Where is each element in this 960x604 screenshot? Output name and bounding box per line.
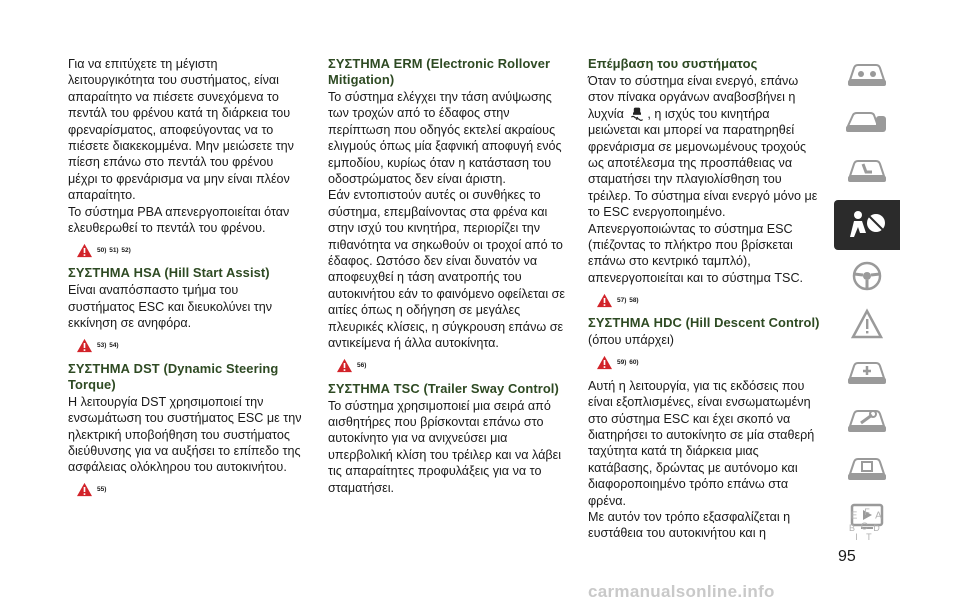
- column-1: [68, 56, 306, 505]
- sidebar-tab-maintenance[interactable]: [838, 398, 896, 442]
- heading-erm: ΣΥΣΤΗΜΑ ERM (Electronic Rollover Mitigation): [328, 56, 551, 87]
- paragraph-intervention-a: Όταν το σύστημα είναι ενεργό, επάνω στον πίνακα οργάνων αναβοσβήνει η λυχνία: [588, 74, 799, 121]
- heading-hdc: ΣΥΣΤΗΜΑ HDC (Hill Descent Control): [588, 315, 820, 331]
- esc-skid-warning-icon: [629, 106, 645, 122]
- heading-tsc: ΣΥΣΤΗΜΑ TSC (Trailer Sway Control): [328, 380, 559, 396]
- warning-triangle-icon: [336, 358, 353, 373]
- warning-triangle-icon: [76, 482, 93, 497]
- warning-triangle-icon: [76, 338, 93, 353]
- paragraph-intervention-b: , η ισχύς του κινητήρα μειώνεται και μπορεί να παρατηρηθεί φρενάρισμα σε μεμονωμένους τροχούς ως αποτέλεσμα της προσπάθειας να σταματήσει την πλαγιολίσθηση του τρέιλερ. Το σύστημα είναι ενεργό μόνο με το ESC ενεργοποιημένο.: [588, 106, 818, 220]
- sidebar-tab-keys[interactable]: [838, 100, 896, 144]
- sidebar-tab-emergency[interactable]: [838, 350, 896, 394]
- warning-triangle-icon: [596, 355, 613, 370]
- warning-ref-numbers: 57) 58): [617, 296, 639, 304]
- paragraph-erm-2: Εάν εντοπιστούν αυτές οι συνθήκες το σύστημα, επεμβαίνοντας στα φρένα και στην ισχύ του κινητήρα, περιορίζει την πιθανότητα να σηκωθούν οι τροχοί από το έδαφος. Ωστόσο δεν είναι δυνατόν να αποφευχθεί η τάση ανατροπής του αυτοκινήτου εάν το φαινόμενο οφείλεται σε αιτίες όπως η οδήγηση σε μεγάλες πλευρικές κλίσεις, η σύγκρουση επάνω σε αντικείμενα ή άλλα αυτοκίνητα.: [328, 188, 566, 351]
- car-service-icon: [844, 354, 890, 390]
- paragraph-erm-1: Το σύστημα ελέγχει την τάση ανύψωσης των τροχών από το έδαφος στην περίπτωση που οδηγός εκτελεί ακραίους ελιγμούς όπως μία ξαφνική αποφυγή ενός εμποδίου, κυρίως όταν η κατάσταση του οδοστρώματος δεν είναι άριστη.: [328, 90, 562, 187]
- warning-triangle-icon: [76, 243, 93, 258]
- warning-ref: [588, 291, 820, 309]
- warning-ref-numbers: 50) 51) 52): [97, 246, 131, 254]
- paragraph-hdc-availability: (όπου υπάρχει): [588, 333, 674, 348]
- svg-text:A: A: [875, 510, 882, 522]
- sidebar-tab-warning-lights[interactable]: [838, 302, 896, 346]
- warning-light-icon: [844, 306, 890, 342]
- index-letters-icon: [844, 506, 890, 542]
- sidebar-tab-index[interactable]: [838, 500, 896, 548]
- warning-ref: [588, 354, 820, 372]
- paragraph-hsa: Είναι αναπόσπαστο τμήμα του συστήματος ESC και διευκολύνει την εκκίνηση σε ανηφόρα.: [68, 283, 273, 331]
- warning-ref-numbers: 59) 60): [617, 359, 639, 367]
- heading-dst: ΣΥΣΤΗΜΑ DST (Dynamic Steering Torque): [68, 360, 279, 392]
- warning-ref: [68, 241, 306, 259]
- paragraph-hdc-1: Αυτή η λειτουργία, για τις εκδόσεις που είναι εξοπλισμένες, είναι ενσωματωμένη στο σύστημα ESC και έχει σκοπό να διατηρήσει το αυτοκίνητο σε μία σταθερή ταχύτητα κατά τη διάρκεια μιας κατάβασης, δρώντας με αυτόνομο και διαφοροποιημένο τρόπο επάνω στα φρένα.: [588, 378, 815, 508]
- svg-text:D: D: [873, 523, 880, 534]
- airbag-safety-icon: [844, 207, 890, 243]
- steering-wheel-icon: [844, 258, 890, 294]
- svg-text:E: E: [850, 510, 858, 522]
- svg-text:I: I: [855, 532, 858, 542]
- sidebar-tab-seats[interactable]: [838, 148, 896, 192]
- car-spec-icon: [844, 450, 890, 486]
- paragraph-pba-deactivate: Το σύστημα PBA απενεργοποιείται όταν ελευθερωθεί το πεντάλ του φρένου.: [68, 204, 290, 236]
- svg-text:C: C: [860, 521, 868, 533]
- car-key-icon: [844, 104, 890, 140]
- paragraph-tsc: Το σύστημα χρησιμοποιεί μια σειρά από αισθητήρες που βρίσκονται επάνω στο αυτοκίνητο για να ανιχνεύσει μια υπερβολική κλίση του τρέιλερ και να λάβει τις απαραίτητες προφυλάξεις για να το σταματήσει.: [328, 398, 562, 495]
- warning-ref-numbers: 53) 54): [97, 342, 119, 350]
- warning-ref: [68, 337, 306, 355]
- seat-icon: [844, 152, 890, 188]
- paragraph-intervention: [588, 73, 820, 221]
- heading-hsa: ΣΥΣΤΗΜΑ HSA (Hill Start Assist): [68, 265, 270, 281]
- paragraph-hdc-2: Με αυτόν τον τρόπο εξασφαλίζεται η ευστάθεια του αυτοκινήτου και η: [588, 509, 791, 541]
- paragraph-pba-usage: Για να επιτύχετε τη μέγιστη λειτουργικότητα του συστήματος, είναι απαραίτητο να πιέσετε συνεχόμενα το πεντάλ του φρένου κατά τη διάρκεια του φρεναρίσματος, αποφεύγοντας να το πιέσετε διακεκομμένα. Μην μειώσετε την πίεση επάνω στο πεντάλ του φρένου μέχρι το φρενάρισμα να μην είναι πλέον απαραίτητο.: [68, 57, 294, 203]
- page-number: 95: [838, 548, 856, 565]
- warning-triangle-icon: [596, 293, 613, 308]
- footer-watermark: carmanualsonline.info: [588, 582, 775, 601]
- column-3: [588, 56, 820, 542]
- svg-text:T: T: [866, 532, 872, 542]
- sidebar-tab-safety[interactable]: [834, 200, 900, 250]
- warning-ref: [328, 357, 566, 375]
- sidebar-tab-specifications[interactable]: [838, 446, 896, 490]
- heading-intervention: Επέμβαση του συστήματος: [588, 56, 758, 71]
- warning-ref: [68, 481, 306, 499]
- wrench-icon: [844, 402, 890, 438]
- sidebar-tab-driving[interactable]: [838, 254, 896, 298]
- sidebar-tab-dashboard[interactable]: [838, 52, 896, 96]
- warning-ref-numbers: 56): [357, 362, 367, 369]
- warning-ref-numbers: 55): [97, 486, 107, 494]
- column-2: [328, 56, 566, 496]
- svg-text:F: F: [864, 507, 870, 517]
- paragraph-dst: Η λειτουργία DST χρησιμοποιεί την ενσωμάτωση του συστήματος ESC με την ηλεκτρική υποβοήθηση του συστήματος διεύθυνσης για να αυξήσει το επίπεδο της ασφάλειας ολόκληρου του αυτοκινήτου.: [68, 394, 302, 475]
- car-dashboard-icon: [844, 56, 890, 92]
- svg-text:B: B: [849, 523, 856, 534]
- paragraph-esc-deactivate: Απενεργοποιώντας το σύστημα ESC (πιέζοντας το πλήκτρο που βρίσκεται επάνω στο κεντρικό ταμπλό), απενεργοποιείται και το σύστημα TSC.: [588, 221, 804, 285]
